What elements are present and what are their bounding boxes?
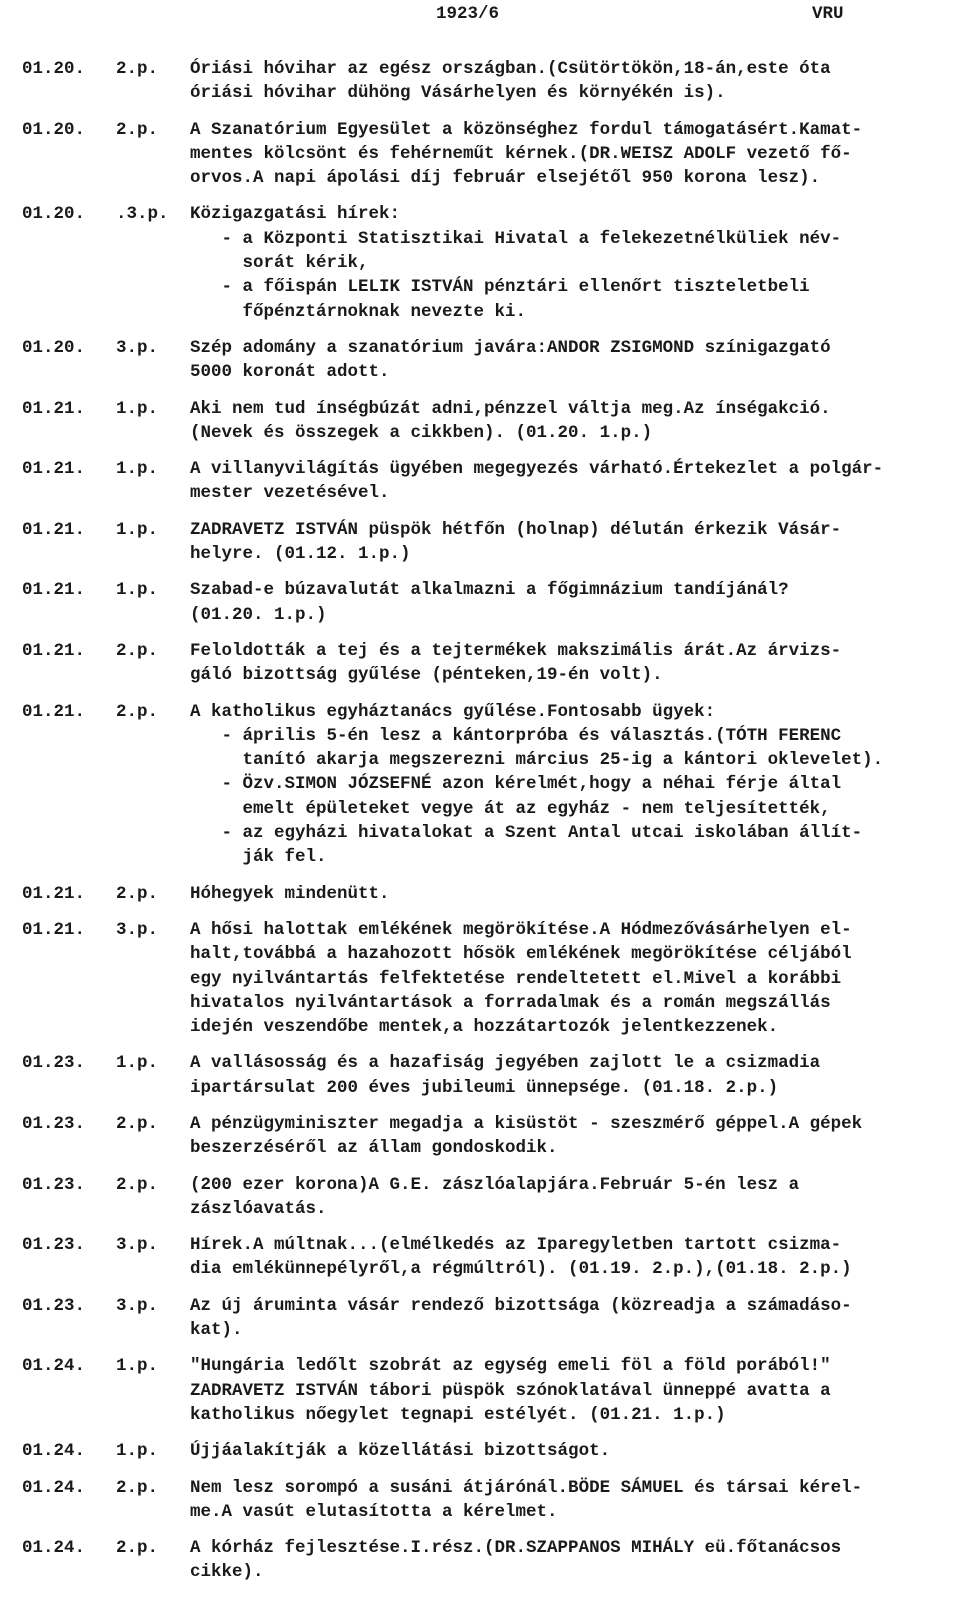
entry-page (116, 578, 186, 602)
entry-text-line: 5000 koronát adott. (190, 362, 390, 383)
entry-date-text: 01.24. (22, 1356, 86, 1377)
entry-date-text: 01.21. (22, 640, 86, 661)
entry-page-text: 1.p. (116, 398, 159, 419)
entry-text-line: Az új áruminta vásár rendező bizottsága (közreadja a számadáso- (190, 1295, 852, 1316)
entry-date (22, 397, 112, 421)
entry-date-text: 01.23. (22, 1053, 86, 1074)
entry-date-text: 01.21. (22, 459, 86, 480)
entry-page-text: 2.p. (116, 1538, 159, 1559)
entry-page (116, 397, 186, 421)
entry-text-line: főpénztárnoknak nevezte ki. (190, 301, 527, 322)
entry-date (22, 336, 112, 360)
entry-text-line: A hősi halottak emlékének megörökítése.A Hódmezővásárhelyen el- (190, 919, 852, 940)
entry-text (190, 457, 952, 506)
entry-page-text: 2.p. (116, 1477, 159, 1498)
entry-page-text: 1.p. (116, 1441, 159, 1462)
entry-page-text: 2.p. (116, 1174, 159, 1195)
entry-page (116, 1439, 186, 1463)
entry-page-text: 1.p. (116, 459, 159, 480)
entry-date-text: 01.23. (22, 1174, 86, 1195)
entry-page-text: 3.p. (116, 1295, 159, 1316)
entry-page (116, 1476, 186, 1500)
entry-date-text: 01.21. (22, 398, 86, 419)
entry-page-text: 1.p. (116, 519, 159, 540)
entry-text-line: me.A vasút elutasította a kérelmet. (190, 1501, 558, 1522)
entry-text-line: A vallásosság és a hazafiság jegyében zajlott le a csizmadia (190, 1053, 821, 1074)
entry-text-line: zászlóavatás. (190, 1198, 327, 1219)
entry-page-text: 1.p. (116, 1356, 159, 1377)
list-item (0, 1476, 960, 1525)
entry-text (190, 918, 952, 1039)
list-item (0, 882, 960, 906)
entry-text-line: dia emlékünnepélyről,a régmúltról). (01.19. 2.p.),(01.18. 2.p.) (190, 1259, 852, 1280)
entry-page (116, 57, 186, 81)
entry-text-line: ZADRAVETZ ISTVÁN püspök hétfőn (holnap) délután érkezik Vásár- (190, 519, 842, 540)
entry-text-line: helyre. (01.12. 1.p.) (190, 544, 411, 565)
entry-text-line: katholikus nőegylet tegnapi estélyét. (01.21. 1.p.) (190, 1404, 726, 1425)
entry-text-line: egy nyilvántartás felfektetése rendeltetett el.Mivel a korábbi (190, 968, 842, 989)
entry-page-text: 1.p. (116, 580, 159, 601)
list-item (0, 918, 960, 1039)
entry-text (190, 202, 952, 323)
entry-text-line: halt,továbbá a hazahozott hősök emlékének megörökítése céljából (190, 944, 852, 965)
entry-date-text: 01.21. (22, 519, 86, 540)
entry-text-line: orvos.A napi ápolási díj február elsejétől 950 korona lesz). (190, 168, 821, 189)
entry-text (190, 1354, 952, 1427)
entry-text-line: Aki nem tud ínségbúzát adni,pénzzel váltja meg.Az ínségakció. (190, 398, 831, 419)
entry-page (116, 118, 186, 142)
entry-text-line: mentes kölcsönt és fehérneműt kérnek.(DR.WEISZ ADOLF vezető fő- (190, 143, 852, 164)
entry-page (116, 1294, 186, 1318)
entry-text-line: tanító akarja megszerezni március 25-ig a kántori oklevelet). (190, 750, 884, 771)
entry-date (22, 882, 112, 906)
entry-date-text: 01.20. (22, 119, 86, 140)
entry-text-line: A pénzügyminiszter megadja a kisüstöt - szeszmérő géppel.A gépek (190, 1113, 863, 1134)
entry-date (22, 57, 112, 81)
entry-page (116, 639, 186, 663)
list-item (0, 1233, 960, 1282)
entry-text (190, 1536, 952, 1585)
entry-page (116, 1354, 186, 1378)
entry-text-line: "Hungária ledőlt szobrát az egység emeli föl a föld porából!" (190, 1356, 831, 1377)
entry-text (190, 1051, 952, 1100)
entry-page (116, 700, 186, 724)
entry-date (22, 1294, 112, 1318)
entry-page (116, 336, 186, 360)
list-item (0, 1439, 960, 1463)
entry-text-line: óriási hóvihar dühöng Vásárhelyen és környékén is). (190, 83, 726, 104)
entry-text-line: cikke). (190, 1562, 264, 1583)
entry-text (190, 1476, 952, 1525)
entry-text (190, 57, 952, 106)
list-item (0, 518, 960, 567)
entry-page-text: 2.p. (116, 701, 159, 722)
entry-date-text: 01.24. (22, 1441, 86, 1462)
entry-date-text: 01.24. (22, 1538, 86, 1559)
entry-text-line: Nem lesz sorompó a susáni átjárónál.BÖDE SÁMUEL és társai kérel- (190, 1477, 863, 1498)
entry-text-line: Hírek.A múltnak...(elmélkedés az Iparegyletben tartott csizma- (190, 1235, 842, 1256)
entry-date (22, 1354, 112, 1378)
entry-date (22, 1233, 112, 1257)
entry-text-line: A Szanatórium Egyesület a közönséghez fordul támogatásért.Kamat- (190, 119, 863, 140)
entry-page (116, 1051, 186, 1075)
page-header (0, 4, 960, 32)
entry-page (116, 457, 186, 481)
entry-date (22, 700, 112, 724)
entry-text-line: (01.20. 1.p.) (190, 604, 327, 625)
entry-text-line: - a Központi Statisztikai Hivatal a felekezetnélküliek név- (190, 228, 842, 249)
entry-date-text: 01.21. (22, 919, 86, 940)
entry-date (22, 1439, 112, 1463)
entry-text-line: A villanyvilágítás ügyében megegyezés várható.Értekezlet a polgár- (190, 459, 884, 480)
list-item (0, 1536, 960, 1585)
entry-text (190, 578, 952, 627)
entry-page-text: 1.p. (116, 1053, 159, 1074)
entry-date-text: 01.21. (22, 580, 86, 601)
entry-text-line: hivatalos nyilvántartások a forradalmak és a román megszállás (190, 992, 831, 1013)
entry-date (22, 457, 112, 481)
entry-text (190, 1294, 952, 1343)
entry-list (0, 57, 960, 1597)
entry-date (22, 1112, 112, 1136)
entry-page (116, 1233, 186, 1257)
entry-date (22, 639, 112, 663)
list-item (0, 1112, 960, 1161)
entry-page (116, 918, 186, 942)
entry-text-line: idején veszendőbe mentek,a hozzátartozók jelentkezzenek. (190, 1017, 779, 1038)
entry-text-line: mester vezetésével. (190, 483, 390, 504)
entry-text (190, 639, 952, 688)
entry-date (22, 578, 112, 602)
entry-text (190, 1439, 952, 1463)
entry-text-line: ipartársulat 200 éves jubileumi ünnepsége. (01.18. 2.p.) (190, 1077, 779, 1098)
entry-text-line: emelt épületeket vegye át az egyház - nem teljesítették, (190, 798, 831, 819)
entry-text-line: (Nevek és összegek a cikkben). (01.20. 1.p.) (190, 422, 653, 443)
entry-date-text: 01.23. (22, 1295, 86, 1316)
entry-page-text: 2.p. (116, 59, 159, 79)
entry-page-text: 2.p. (116, 1113, 159, 1134)
entry-date-text: 01.23. (22, 1113, 86, 1134)
list-item (0, 202, 960, 323)
entry-date-text: 01.24. (22, 1477, 86, 1498)
list-item (0, 397, 960, 446)
entry-page (116, 518, 186, 542)
list-item (0, 1294, 960, 1343)
list-item (0, 57, 960, 106)
entry-date-text: 01.20. (22, 337, 86, 358)
entry-date-text: 01.20. (22, 204, 86, 225)
entry-text-line: - Özv.SIMON JÓZSEFNÉ azon kérelmét,hogy a néhai férje által (190, 774, 842, 795)
header-year: 1923/6 (436, 4, 500, 24)
list-item (0, 457, 960, 506)
entry-date (22, 1173, 112, 1197)
entry-text (190, 1233, 952, 1282)
entry-page (116, 1112, 186, 1136)
entry-text-line: - a főispán LELIK ISTVÁN pénztári ellenőrt tiszteletbeli (190, 277, 810, 298)
entry-text (190, 118, 952, 191)
entry-page-text: .3.p. (116, 204, 169, 225)
list-item (0, 1051, 960, 1100)
list-item (0, 639, 960, 688)
entry-date (22, 918, 112, 942)
entry-page-text: 2.p. (116, 119, 159, 140)
entry-date-text: 01.20. (22, 59, 86, 79)
entry-text-line: ják fel. (190, 847, 327, 868)
list-item (0, 1173, 960, 1222)
entry-page-text: 2.p. (116, 883, 159, 904)
entry-date (22, 1536, 112, 1560)
entry-text (190, 336, 952, 385)
entry-page-text: 2.p. (116, 640, 159, 661)
entry-text-line: Közigazgatási hírek: (190, 204, 401, 225)
entry-text (190, 882, 952, 906)
entry-date (22, 202, 112, 226)
entry-date-text: 01.21. (22, 701, 86, 722)
list-item (0, 578, 960, 627)
entry-text-line: gáló bizottság gyűlése (pénteken,19-én volt). (190, 665, 663, 686)
entry-page (116, 202, 186, 226)
entry-text-line: Szabad-e búzavalutát alkalmazni a főgimnázium tandíjánál? (190, 580, 789, 601)
entry-text-line: sorát kérik, (190, 253, 369, 274)
entry-date (22, 118, 112, 142)
entry-page-text: 3.p. (116, 337, 159, 358)
entry-text-line: Feloldották a tej és a tejtermékek makszimális árát.Az árvizs- (190, 640, 842, 661)
entry-text-line: - az egyházi hivatalokat a Szent Antal utcai iskolában állít- (190, 823, 863, 844)
header-code: VRU (812, 4, 844, 24)
entry-page (116, 882, 186, 906)
entry-text-line: Hóhegyek mindenütt. (190, 883, 390, 904)
list-item (0, 1354, 960, 1427)
entry-text-line: (200 ezer korona)A G.E. zászlóalapjára.Február 5-én lesz a (190, 1174, 800, 1195)
entry-text-line: - április 5-én lesz a kántorpróba és választás.(TÓTH FERENC (190, 725, 842, 746)
entry-text-line: Újjáalakítják a közellátási bizottságot. (190, 1441, 611, 1462)
entry-date (22, 1476, 112, 1500)
entry-page (116, 1536, 186, 1560)
entry-date (22, 1051, 112, 1075)
entry-text-line: A katholikus egyháztanács gyűlése.Fontosabb ügyek: (190, 701, 716, 722)
entry-text (190, 518, 952, 567)
entry-text (190, 1112, 952, 1161)
entry-date-text: 01.21. (22, 883, 86, 904)
entry-text-line: ZADRAVETZ ISTVÁN tábori püspök szónoklatával ünneppé avatta a (190, 1380, 831, 1401)
entry-text (190, 397, 952, 446)
entry-date (22, 518, 112, 542)
entry-text-line: Óriási hóvihar az egész országban.(Csütörtökön,18-án,este óta (190, 59, 831, 79)
entry-text-line: A kórház fejlesztése.I.rész.(DR.SZAPPANOS MIHÁLY eü.főtanácsos (190, 1538, 842, 1559)
entry-text-line: Szép adomány a szanatórium javára:ANDOR ZSIGMOND színigazgató (190, 337, 831, 358)
list-item (0, 118, 960, 191)
entry-date-text: 01.23. (22, 1235, 86, 1256)
entry-page-text: 3.p. (116, 1235, 159, 1256)
entry-text-line: kat). (190, 1320, 243, 1341)
entry-text (190, 1173, 952, 1222)
entry-page-text: 3.p. (116, 919, 159, 940)
list-item (0, 700, 960, 870)
entry-page (116, 1173, 186, 1197)
list-item (0, 336, 960, 385)
entry-text (190, 700, 952, 870)
entry-text-line: beszerzéséről az állam gondoskodik. (190, 1138, 558, 1159)
